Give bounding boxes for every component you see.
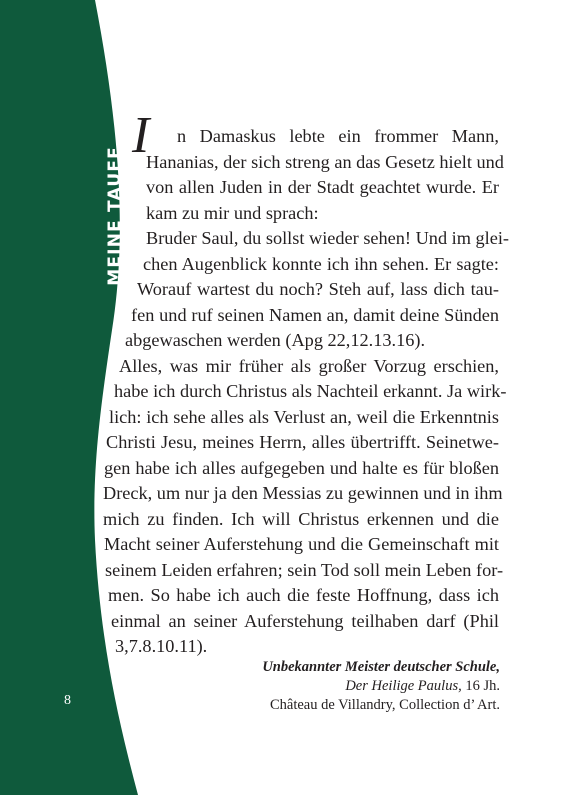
text-line: mich zu finden. Ich will Christus erkennen und die xyxy=(103,509,499,529)
caption-work-title: Der Heilige Paulus, xyxy=(345,678,462,694)
text-line: Christi Jesu, meines Herrn, alles übertrifft. Seinetwe- xyxy=(106,432,499,452)
text-line: n Damaskus lebte ein frommer Mann, xyxy=(177,126,499,146)
text-line: einmal an seiner Auferstehung teilhaben darf (Phil xyxy=(111,611,499,631)
text-line: kam zu mir und sprach: xyxy=(146,203,319,223)
drop-cap-initial: I xyxy=(132,107,150,164)
text-line: Worauf wartest du noch? Steh auf, lass dich tau- xyxy=(137,279,499,299)
text-line: Alles, was mir früher als großer Vorzug erschien, xyxy=(119,356,499,376)
text-line: fen und ruf seinen Namen an, damit deine Sünden xyxy=(131,305,499,325)
text-line: von allen Juden in der Stadt geachtet wurde. Er xyxy=(146,177,499,197)
text-line: abgewaschen werden (Apg 22,12.13.16). xyxy=(125,330,426,350)
text-line: gen habe ich alles aufgegeben und halte es für bloßen xyxy=(104,458,499,478)
text-line: seinem Leiden erfahren; sein Tod soll mein Leben for- xyxy=(105,560,504,580)
caption-date: 16 Jh. xyxy=(461,678,500,694)
caption-work-line xyxy=(262,677,500,696)
text-line: habe ich durch Christus als Nachteil erkannt. Ja wirk- xyxy=(114,381,507,401)
text-line: lich: ich sehe alles als Verlust an, weil die Erkenntnis xyxy=(109,407,499,427)
caption-artist: Unbekannter Meister deutscher Schule, xyxy=(262,659,500,675)
text-line: chen Augenblick konnte ich ihn sehen. Er sagte: xyxy=(143,254,499,274)
text-line: Bruder Saul, du sollst wieder sehen! Und im glei- xyxy=(146,228,510,248)
text-line: 3,7.8.10.11). xyxy=(115,636,208,656)
text-line: men. So habe ich auch die feste Hoffnung, dass ich xyxy=(108,585,499,605)
chapter-title-vertical: MEINE TAUFE xyxy=(105,146,125,286)
page-number: 8 xyxy=(64,693,71,708)
caption-location: Château de Villandry, Collection d’ Art. xyxy=(269,697,500,713)
text-line: Dreck, um nur ja den Messias zu gewinnen und in ihm xyxy=(103,483,503,503)
image-caption xyxy=(262,658,500,715)
text-line: Hananias, der sich streng an das Gesetz hielt und xyxy=(146,152,504,172)
text-line: Macht seiner Auferstehung und die Gemeinschaft mit xyxy=(104,534,499,554)
